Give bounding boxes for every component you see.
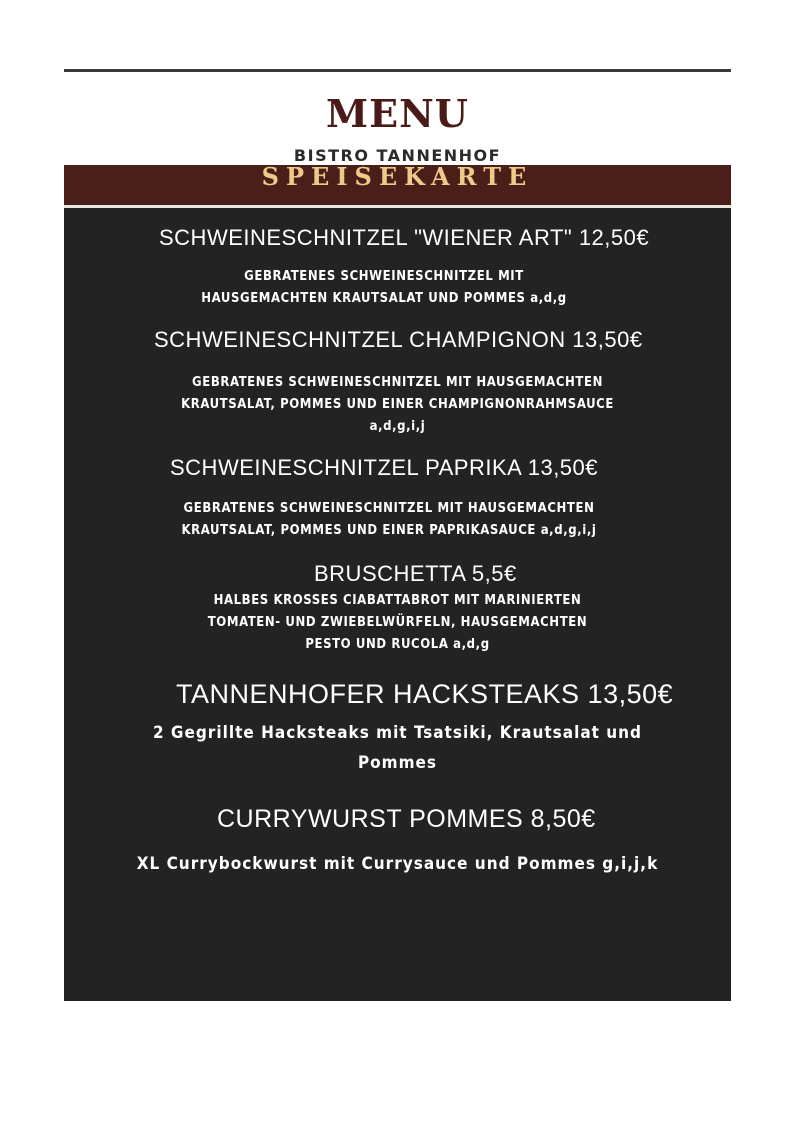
dish-description (64, 849, 731, 879)
dish-description-line: XL Currybockwurst mit Currysauce und Pommes g,i,j,k (136, 854, 659, 874)
dish-description (64, 590, 731, 656)
dish-description-line: KRAUTSALAT, POMMES UND EINER CHAMPIGNONRAHMSAUCE (181, 397, 614, 412)
bistro-name: BISTRO TANNENHOF (293, 146, 502, 165)
dish-name: BRUSCHETTA 5,5€ (314, 561, 517, 586)
dish-name: SCHWEINESCHNITZEL "WIENER ART" 12,50€ (159, 225, 650, 250)
dish-description-line: PESTO UND RUCOLA a,d,g (305, 637, 490, 652)
dish-name: SCHWEINESCHNITZEL CHAMPIGNON 13,50€ (154, 327, 643, 352)
dish-description-line: GEBRATENES SCHWEINESCHNITZEL MIT (244, 269, 524, 284)
dish-description-line: TOMATEN- UND ZWIEBELWÜRFELN, HAUSGEMACHTEN (207, 615, 588, 630)
dish-name: SCHWEINESCHNITZEL PAPRIKA 13,50€ (170, 455, 599, 480)
dish-description-line: Pommes (357, 753, 438, 773)
dish-description-line: KRAUTSALAT, POMMES UND EINER PAPRIKASAUCE a,d,g,i,j (181, 523, 597, 538)
dish-description (64, 718, 731, 778)
menu-board (64, 208, 731, 1001)
top-rule (64, 69, 731, 72)
dish-description-line: HALBES KROSSES CIABATTABROT MIT MARINIERTEN (213, 593, 582, 608)
dish-description-line: GEBRATENES SCHWEINESCHNITZEL MIT HAUSGEMACHTEN (183, 501, 595, 516)
menu-sheet (64, 69, 731, 1015)
menu-title: MENU (326, 91, 469, 136)
dish-name: CURRYWURST POMMES 8,50€ (217, 805, 596, 833)
dish-description (64, 498, 714, 542)
dish-name: TANNENHOFER HACKSTEAKS 13,50€ (176, 679, 674, 709)
dish-description-line: a,d,g,i,j (369, 419, 426, 434)
dish-description (64, 266, 704, 310)
dish-description (64, 372, 731, 438)
dish-description-line: 2 Gegrillte Hacksteaks mit Tsatsiki, Krautsalat und (152, 723, 643, 743)
speisekarte-banner: SPEISEKARTE (261, 162, 534, 191)
dish-description-line: GEBRATENES SCHWEINESCHNITZEL MIT HAUSGEMACHTEN (192, 375, 603, 390)
dish-description-line: HAUSGEMACHTEN KRAUTSALAT UND POMMES a,d,g (201, 291, 567, 306)
